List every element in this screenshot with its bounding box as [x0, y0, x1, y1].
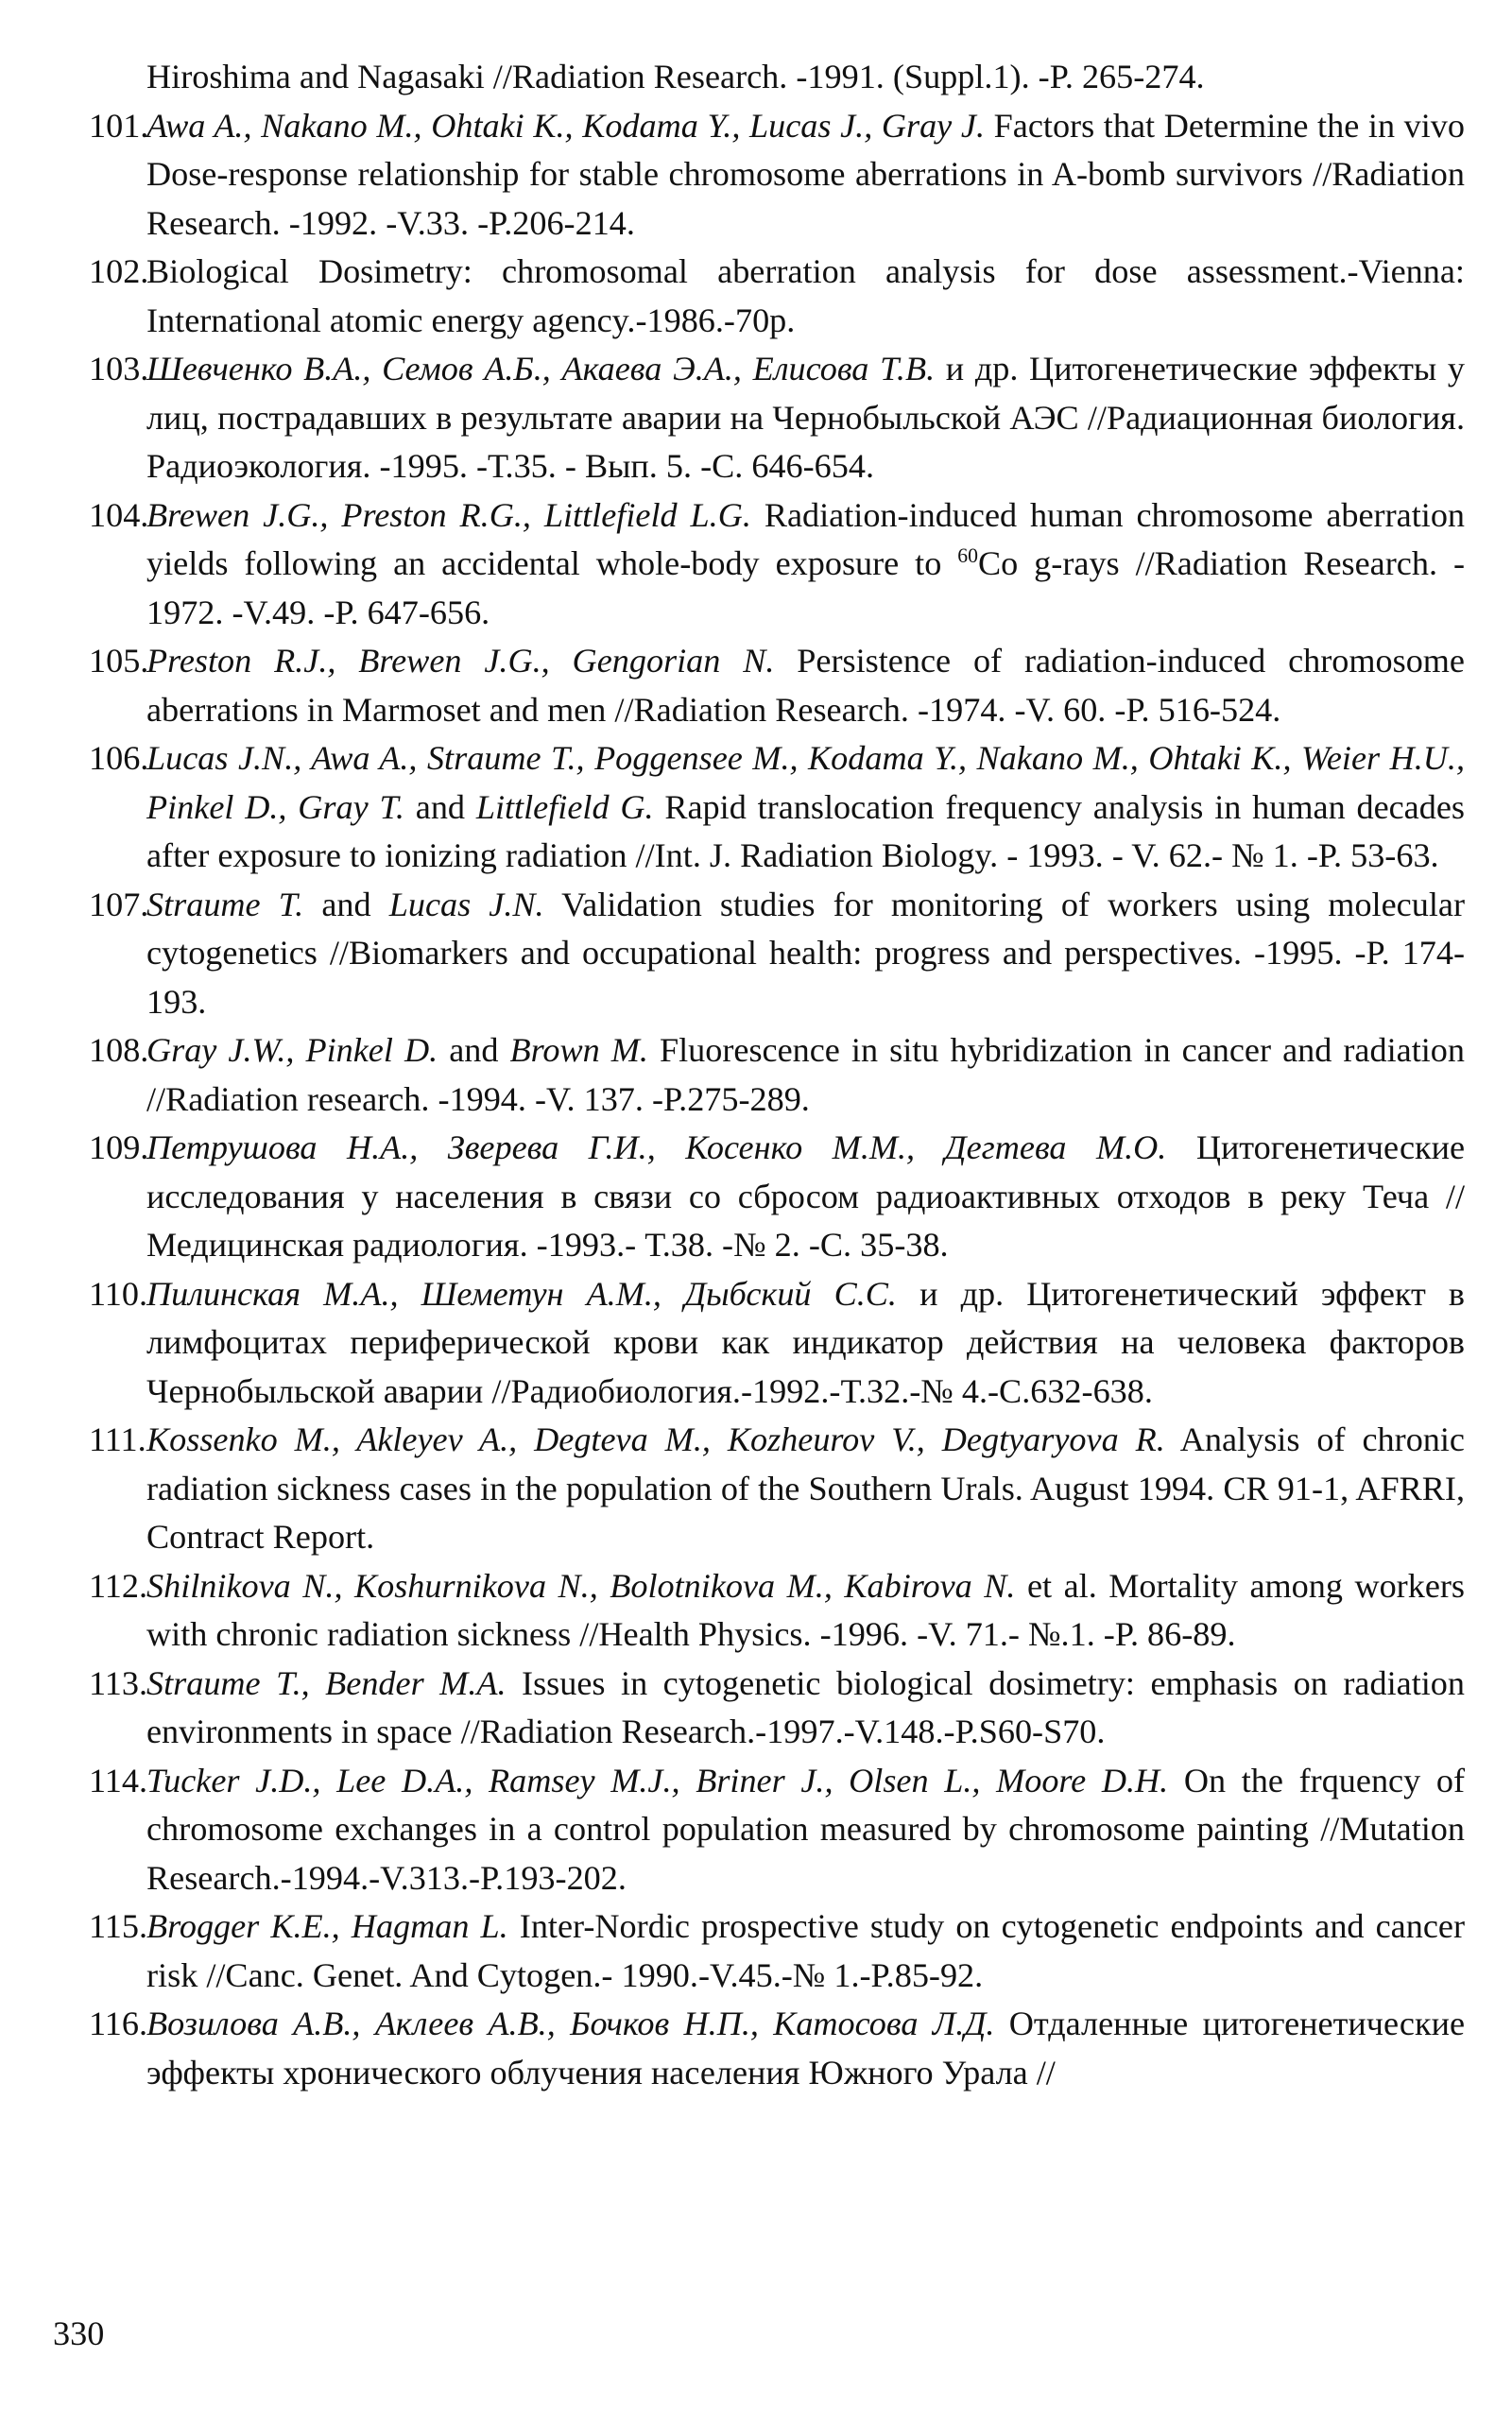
reference-text: Отдаленные цитогенетические эффекты хронического облучения населения Южного Урала // — [146, 2005, 1466, 2092]
reference-continuation: Hiroshima and Nagasaki //Radiation Research. -1991. (Suppl.1). -P. 265-274. — [146, 58, 1205, 95]
reference-authors: Straume T. — [146, 885, 304, 923]
reference-authors: Brogger K.E., Hagman L. — [146, 1907, 508, 1945]
reference-text: Validation studies for monitoring of workers using molecular cytogenetics //Biomarkers and occupational health: progress and perspectives. -1995. -P. 174-193. — [146, 885, 1465, 1021]
reference-110 — [89, 1270, 1465, 1417]
reference-number: 115. — [89, 1907, 147, 1945]
reference-text: Biological Dosimetry: chromosomal aberration analysis for dose assessment.-Vienna: International atomic energy agency.-1986.-70p. — [146, 252, 1465, 339]
reference-text: On the frquency of chromosome exchanges in a control population measured by chromosome painting //Mutation Research.-1994.-V.313.-P.193-202. — [146, 1761, 1465, 1897]
reference-authors: Gray J.W., Pinkel D. — [146, 1031, 438, 1069]
reference-authors: Preston R.J., Brewen J.G., Gengorian N. — [146, 642, 775, 680]
reference-authors-second: Brown M. — [509, 1031, 648, 1069]
reference-111 — [89, 1416, 1465, 1562]
reference-113 — [89, 1660, 1465, 1757]
reference-conjunction: and — [321, 885, 371, 923]
reference-number: 103. — [89, 350, 149, 387]
reference-number: 109. — [89, 1128, 149, 1166]
reference-number: 114. — [89, 1761, 147, 1799]
reference-authors: Shilnikova N., Koshurnikova N., Bolotnikova M., Kabirova N. — [146, 1566, 1016, 1605]
reference-authors: Kossenko M., Akleyev A., Degteva M., Kozheurov V., Degtyaryova R. — [146, 1420, 1165, 1458]
reference-authors: Пилинская М.А., Шеметун А.М., Дыбский С.С. — [146, 1274, 897, 1313]
reference-text-part: Radiation-induced human chromosome aberration yields following an accidental whole-body exposure to — [146, 495, 1466, 582]
reference-text: Rapid translocation frequency analysis in human decades after exposure to ionizing radiation //Int. J. Radiation Biology. - 1993. - V. 62.- № 1. -P. 53-63. — [146, 787, 1465, 874]
reference-text: Analysis of chronic radiation sickness cases in the population of the Southern Urals. August 1994. CR 91-1, AFRRI, Contract Report. — [146, 1420, 1465, 1556]
reference-108 — [89, 1026, 1465, 1124]
reference-authors: Шевченко В.А., Семов А.Б., Акаева Э.А., Елисова Т.В. — [146, 350, 936, 387]
reference-conjunction: and — [449, 1031, 499, 1069]
reference-number: 116. — [89, 2005, 147, 2042]
reference-109 — [89, 1124, 1466, 1270]
reference-text: Persistence of radiation-induced chromosome aberrations in Marmoset and men //Radiation Research. -1974. -V. 60. -P. 516-524. — [146, 642, 1465, 729]
reference-text: Co g-rays //Radiation Research. - 1972. -V.49. -P. 647-656. — [146, 544, 1465, 631]
reference-text: Issues in cytogenetic biological dosimetry: emphasis on radiation environments in space //Radiation Research.-1997.-V.148.-P.S60-S70. — [146, 1663, 1465, 1750]
reference-number: 108. — [89, 1031, 149, 1069]
reference-text: Цитогенетические исследования у населения в связи со сбросом радиоактивных отходов в реку Теча //Медицинская радиология. -1993.- Т.38. -№ 2. -С. 35-38. — [146, 1128, 1466, 1264]
reference-107 — [89, 881, 1465, 1027]
reference-114 — [89, 1757, 1465, 1903]
reference-105 — [89, 637, 1465, 734]
reference-number: 106. — [89, 739, 149, 777]
reference-number: 105. — [89, 642, 149, 680]
reference-authors: Brewen J.G., Preston R.G., Littlefield L.G. — [146, 495, 751, 534]
reference-number: 104. — [89, 495, 149, 534]
reference-list — [89, 53, 1466, 2097]
reference-authors-second: Littlefield G. — [475, 787, 654, 826]
reference-number: 110. — [89, 1274, 147, 1313]
reference-number: 113. — [89, 1663, 147, 1702]
reference-116 — [89, 2000, 1466, 2097]
reference-authors: Straume T., Bender M.A. — [146, 1663, 507, 1702]
reference-text: et al. Mortality among workers with chronic radiation sickness //Health Physics. -1996. -V. 71.- №.1. -P. 86-89. — [146, 1566, 1466, 1653]
reference-authors: Awa A., Nakano M., Ohtaki K., Kodama Y., Lucas J., Gray J. — [146, 106, 985, 145]
reference-112 — [89, 1562, 1466, 1660]
reference-text: и др. Цитогенетический эффект в лимфоцитах периферической крови как индикатор действия на человека факторов Чернобыльской аварии //Радиобиология.-1992.-Т.32.-№ 4.-С.632-638. — [146, 1274, 1465, 1410]
reference-authors-second: Lucas J.N. — [388, 885, 544, 923]
reference-102 — [89, 248, 1465, 345]
reference-authors: Петрушова Н.А., Зверева Г.И., Косенко М.М., Дегтева М.О. — [146, 1128, 1167, 1166]
reference-106 — [89, 734, 1465, 881]
reference-authors: Возилова А.В., Аклеев А.В., Бочков Н.П., Катосова Л.Д. — [146, 2005, 995, 2042]
reference-text: Factors that Determine the in vivo Dose-response relationship for stable chromosome aberrations in A-bomb survivors //Radiation Research. -1992. -V.33. -P.206-214. — [146, 106, 1465, 242]
reference-number: 112. — [89, 1566, 147, 1605]
reference-authors: Lucas J.N., Awa A., Straume T., Poggensee M., Kodama Y., Nakano M., Ohtaki K., Weier H.U., Pinkel D., Gray T. — [146, 739, 1465, 826]
reference-number: 102. — [89, 252, 149, 290]
reference-103 — [89, 345, 1465, 491]
reference-104 — [89, 491, 1466, 638]
reference-number: 111. — [89, 1420, 146, 1458]
reference-number: 107. — [89, 885, 149, 923]
reference-authors: Tucker J.D., Lee D.A., Ramsey M.J., Briner J., Olsen L., Moore D.H. — [146, 1761, 1169, 1799]
reference-101 — [89, 102, 1465, 249]
reference-text: Inter-Nordic prospective study on cytogenetic endpoints and cancer risk //Canc. Genet. And Cytogen.- 1990.-V.45.-№ 1.-P.85-92. — [146, 1907, 1465, 1994]
page-number: 330 — [53, 2315, 105, 2352]
reference-text: и др. Цитогенетические эффекты у лиц, пострадавших в результате аварии на Чернобыльской АЭС //Радиационная биология. Радиоэкология. -1995. -Т.35. - Вып. 5. -С. 646-654. — [146, 350, 1465, 485]
reference-number: 101. — [89, 106, 149, 145]
isotope-superscript: 60 — [957, 543, 978, 567]
reference-115 — [89, 1902, 1465, 2000]
reference-text: Fluorescence in situ hybridization in cancer and radiation //Radiation research. -1994. -V. 137. -P.275-289. — [146, 1031, 1465, 1118]
reference-conjunction: and — [415, 787, 466, 826]
